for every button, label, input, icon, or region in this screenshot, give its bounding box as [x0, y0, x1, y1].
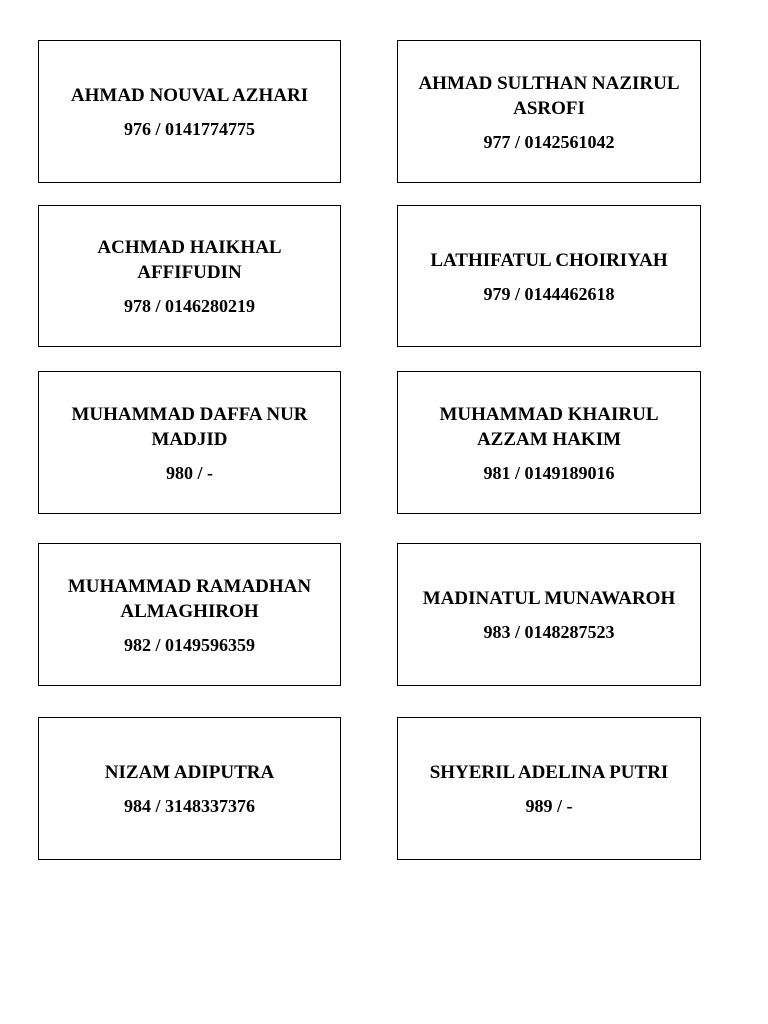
- card-name: AHMAD SULTHAN NAZIRUL ASROFI: [418, 72, 680, 119]
- card-name: NIZAM ADIPUTRA: [104, 762, 275, 783]
- card-id: 979 / 0144462618: [483, 283, 615, 304]
- name-card: [397, 205, 701, 347]
- card-name: MUHAMMAD RAMADHAN ALMAGHIROH: [67, 575, 312, 622]
- name-card: [38, 40, 341, 183]
- name-card: [397, 371, 701, 514]
- card-name: SHYERIL ADELINA PUTRI: [429, 762, 669, 783]
- card-name: MADINATUL MUNAWAROH: [422, 588, 676, 609]
- name-card: [397, 717, 701, 860]
- card-id: 978 / 0146280219: [123, 296, 255, 316]
- name-card: [38, 717, 341, 860]
- card-name: MUHAMMAD DAFFA NUR MADJID: [71, 403, 308, 450]
- card-name: MUHAMMAD KHAIRUL AZZAM HAKIM: [439, 403, 659, 450]
- name-card: [38, 543, 341, 686]
- card-name: AHMAD NOUVAL AZHARI: [70, 85, 309, 106]
- card-id: 984 / 3148337376: [123, 796, 255, 816]
- card-id: 976 / 0141774775: [123, 119, 255, 139]
- card-name: LATHIFATUL CHOIRIYAH: [430, 249, 668, 271]
- card-name: ACHMAD HAIKHAL AFFIFUDIN: [97, 237, 282, 283]
- card-id: 989 / -: [525, 796, 573, 816]
- card-id: 981 / 0149189016: [483, 462, 615, 483]
- card-id: 983 / 0148287523: [483, 622, 615, 642]
- name-card: [397, 543, 701, 686]
- name-card: [38, 205, 341, 347]
- name-card: [38, 371, 341, 514]
- card-id: 977 / 0142561042: [483, 131, 615, 152]
- card-id: 982 / 0149596359: [123, 634, 255, 655]
- name-card: [397, 40, 701, 183]
- card-id: 980 / -: [166, 462, 213, 483]
